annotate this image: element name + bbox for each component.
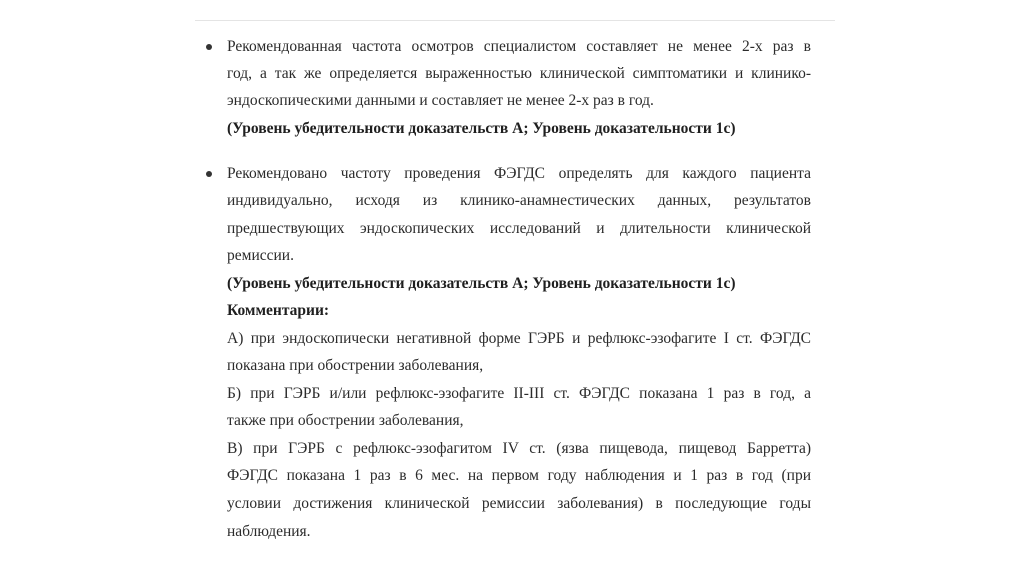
bullet-rec2 (206, 171, 212, 177)
comment-b-line-1: Б) при ГЭРБ и/или рефлюкс-эзофагите II-III ст. ФЭГДС показана 1 раз в год, а (227, 385, 811, 402)
rec1-evidence: (Уровень убедительности доказательств А; Уровень доказательности 1с) (227, 120, 736, 137)
comment-a-line-1: А) при эндоскопически негативной форме ГЭРБ и рефлюкс-эзофагите I ст. ФЭГДС (227, 330, 811, 347)
top-divider (195, 20, 835, 21)
comment-c-line-4: наблюдения. (227, 523, 311, 540)
rec2-line-4: ремиссии. (227, 247, 294, 264)
comment-c-line-2: ФЭГДС показана 1 раз в 6 мес. на первом году наблюдения и 1 раз в год (при (227, 467, 811, 484)
rec2-evidence: (Уровень убедительности доказательств А; Уровень доказательности 1с) (227, 275, 736, 292)
comments-heading: Комментарии: (227, 302, 330, 319)
rec2-line-1: Рекомендовано частоту проведения ФЭГДС определять для каждого пациента (227, 165, 811, 182)
bullet-rec1 (206, 44, 212, 50)
rec2-line-3: предшествующих эндоскопических исследований и длительности клинической (227, 220, 811, 237)
rec1-line-2: год, а так же определяется выраженностью клинической симптоматики и клинико- (227, 65, 811, 82)
comment-b-line-2: также при обострении заболевания, (227, 412, 464, 429)
rec1-line-3: эндоскопическими данными и составляет не менее 2-х раз в год. (227, 92, 654, 109)
comment-c-line-1: В) при ГЭРБ с рефлюкс-эзофагитом IV ст. (язва пищевода, пищевод Барретта) (227, 440, 811, 457)
rec2-line-2: индивидуально, исходя из клинико-анамнестических данных, результатов (227, 192, 811, 209)
rec1-line-1: Рекомендованная частота осмотров специалистом составляет не менее 2-х раз в (227, 38, 811, 55)
comment-c-line-3: условии достижения клинической ремиссии заболевания) в последующие годы (227, 495, 811, 512)
comment-a-line-2: показана при обострении заболевания, (227, 357, 484, 374)
